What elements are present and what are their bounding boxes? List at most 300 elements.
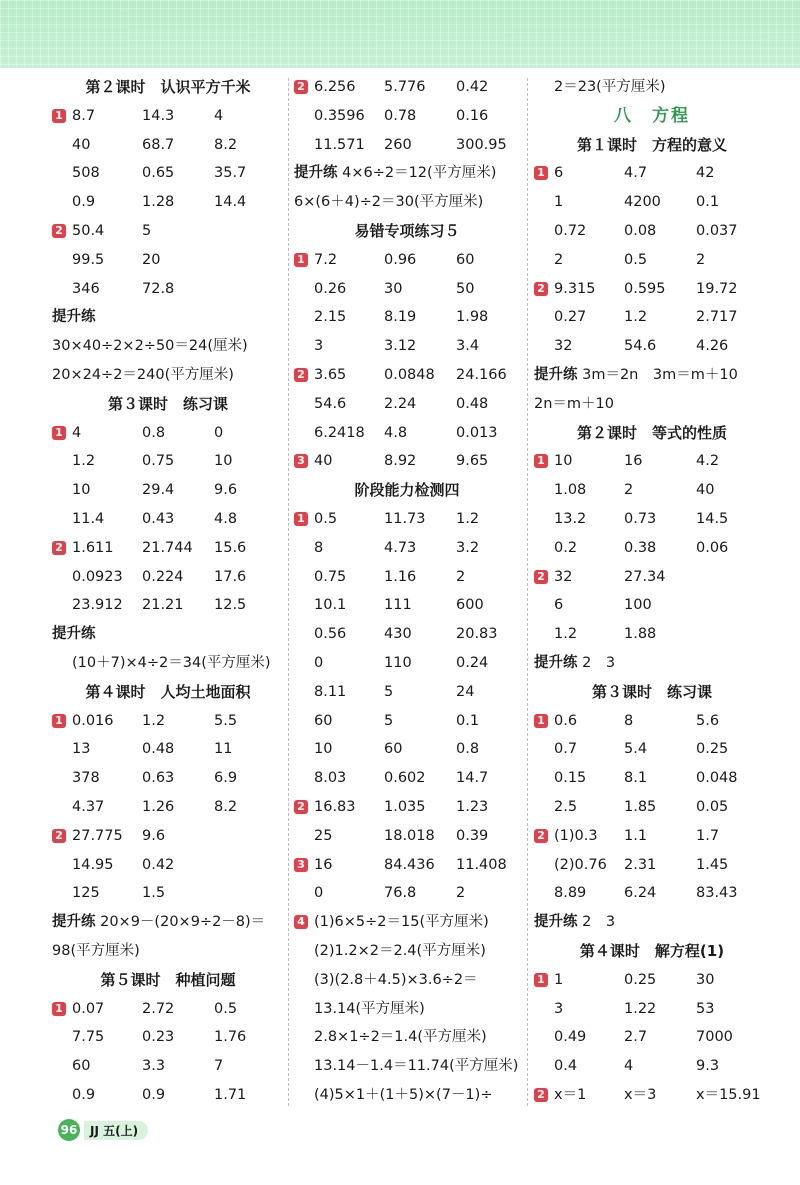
answer-text: 98(平方厘米) (52, 942, 140, 959)
answer-cell: 4.7 (624, 165, 648, 182)
answer-cell: 1.88 (624, 626, 657, 643)
answer-cell: 60 (384, 741, 403, 758)
answer-cell: 0.56 (314, 626, 347, 643)
answer-cell: 8.89 (554, 885, 587, 902)
answer-cell: 0.42 (456, 79, 489, 95)
answer-cell: 300.95 (456, 136, 507, 153)
answer-cell: 1.28 (142, 194, 175, 211)
answer-cell: 3.4 (456, 338, 480, 355)
answer-text: 30×40÷2×2÷50＝24(厘米) (52, 338, 248, 355)
answer-cell: 20.83 (456, 626, 498, 643)
practice-label: 提升练 (52, 626, 96, 643)
answer-row (52, 534, 284, 563)
answer-text: (2)1.2×2＝2.4(平方厘米) (314, 942, 486, 959)
answer-cell: 2.717 (696, 309, 738, 326)
answer-text: 2n＝m＋10 (534, 395, 614, 412)
answer-cell: x＝1 (554, 1086, 587, 1103)
answer-row (294, 735, 520, 764)
answer-cell: 60 (314, 712, 333, 729)
question-number-badge: 2 (534, 570, 548, 584)
answer-cell: 0.0923 (72, 568, 123, 585)
answer-cell: 430 (384, 626, 412, 643)
answer-cell: 1.26 (142, 798, 175, 815)
answer-cell: 508 (72, 165, 100, 182)
answer-text: (10＋7)×4÷2＝34(平方厘米) (72, 654, 271, 671)
edition-label: JJ 五(上) (84, 1121, 148, 1140)
answer-row (52, 707, 284, 736)
answer-cell: 0.08 (624, 222, 657, 239)
answer-cell: 346 (72, 280, 100, 297)
answer-cell: 8.2 (214, 798, 238, 815)
answer-row (294, 275, 520, 304)
answer-cell: 29.4 (142, 482, 175, 499)
answer-row (294, 764, 520, 793)
answer-cell: 21.744 (142, 539, 193, 556)
answer-cell: 15.6 (214, 539, 247, 556)
question-number-badge: 2 (52, 541, 66, 555)
lesson-title: 第３课时 练习课 (107, 394, 228, 413)
practice-answer (534, 908, 770, 937)
answer-row (52, 246, 284, 275)
answer-text: 4×6÷2＝12(平方厘米) (337, 165, 497, 182)
answer-row (294, 620, 520, 649)
answer-text: (1)6×5÷2＝15(平方厘米) (314, 914, 489, 931)
answer-cell: (2)0.76 (554, 856, 607, 873)
answer-cell: 0 (314, 885, 324, 902)
answer-cell: 0.9 (142, 1086, 166, 1103)
lesson-title: 阶段能力检测四 (354, 481, 460, 500)
answer-cell: 0.1 (456, 712, 480, 729)
answer-cell: 76.8 (384, 885, 417, 902)
answer-cell: 30 (696, 971, 715, 988)
answer-row (294, 419, 520, 448)
answer-cell: 5 (384, 683, 394, 700)
question-number-badge: 1 (52, 426, 66, 440)
question-number-badge: 2 (52, 224, 66, 238)
answer-cell: 2 (696, 251, 706, 268)
answer-row (52, 188, 284, 217)
answer-row (534, 476, 770, 505)
answer-row (534, 534, 770, 563)
answer-cell: 7 (214, 1058, 224, 1075)
answer-cell: 72.8 (142, 280, 175, 297)
answer-cell: 1.76 (214, 1029, 247, 1046)
answer-row (52, 1023, 284, 1052)
answer-cell: 21.21 (142, 597, 184, 614)
question-number-badge: 1 (534, 166, 548, 180)
answer-row (534, 332, 770, 361)
answer-row (52, 591, 284, 620)
answer-cell: 3.65 (314, 366, 347, 383)
answer-cell: 1.08 (554, 482, 587, 499)
answer-text: 2.8×1÷2＝1.4(平方厘米) (314, 1029, 487, 1046)
answer-row (294, 678, 520, 707)
answer-cell: 24 (456, 683, 475, 700)
answer-cell: 6.256 (314, 79, 356, 95)
question-number-badge: 1 (534, 454, 548, 468)
answer-cell: 0.5 (214, 1000, 238, 1017)
answer-cell: 14.3 (142, 107, 175, 124)
answer-cell: 40 (696, 482, 715, 499)
answer-row (534, 620, 770, 649)
answer-cell: 0.06 (696, 539, 729, 556)
question-number-badge: 1 (534, 714, 548, 728)
answer-cell: 8.2 (214, 136, 238, 153)
answer-row (534, 735, 770, 764)
answer-row (534, 822, 770, 851)
answer-cell: 10.1 (314, 597, 347, 614)
answer-cell: 0.9 (72, 194, 96, 211)
answer-cell: (1)0.3 (554, 827, 598, 844)
answer-row (534, 505, 770, 534)
answer-cell: 68.7 (142, 136, 175, 153)
answer-cell: 60 (456, 251, 475, 268)
answer-row (534, 966, 770, 995)
question-number-badge: 1 (294, 512, 308, 526)
practice-answer (52, 908, 284, 937)
answer-cell: 1.23 (456, 798, 489, 815)
answer-cell: 110 (384, 654, 412, 671)
answer-cell: 4 (72, 424, 82, 441)
answer-text: (3)(2.8＋4.5)×3.6÷2＝ (314, 971, 478, 988)
question-number-badge: 1 (52, 1002, 66, 1016)
answer-cell: 378 (72, 770, 100, 787)
answer-cell: 40 (72, 136, 91, 153)
answer-cell: 8.1 (624, 770, 648, 787)
answer-row (534, 217, 770, 246)
answer-cell: 14.7 (456, 770, 489, 787)
answer-row (294, 102, 520, 131)
answer-row (534, 707, 770, 736)
answer-cell: 0.48 (456, 395, 489, 412)
answer-text: 13.14(平方厘米) (314, 1000, 425, 1017)
answer-row (294, 505, 520, 534)
answer-cell: 6 (554, 165, 564, 182)
question-number-badge: 2 (534, 282, 548, 296)
answer-cell: 3.12 (384, 338, 417, 355)
answer-cell: 0.4 (554, 1058, 578, 1075)
answer-cell: 10 (314, 741, 333, 758)
answer-row (52, 102, 284, 131)
answer-text: 2＝23(平方厘米) (554, 79, 666, 95)
answer-cell: 0.25 (624, 971, 657, 988)
answer-cell: 5.4 (624, 741, 648, 758)
answer-cell: 54.6 (314, 395, 347, 412)
answer-cell: 4.8 (384, 424, 408, 441)
top-decorative-band (0, 0, 800, 68)
answer-cell: 5 (142, 222, 152, 239)
question-number-badge: 1 (52, 109, 66, 123)
answer-cell: 4.8 (214, 510, 238, 527)
answer-row (294, 246, 520, 275)
answer-cell: 50.4 (72, 222, 105, 239)
answer-cell: 14.4 (214, 194, 247, 211)
answer-cell: 0.2 (554, 539, 578, 556)
answer-cell: 8.03 (314, 770, 347, 787)
answer-cell: 260 (384, 136, 412, 153)
answer-cell: 3.3 (142, 1058, 166, 1075)
answer-cell: 0.78 (384, 107, 417, 124)
answer-row (294, 73, 520, 102)
answer-cell: 0.16 (456, 107, 489, 124)
answer-text: 13.14－1.4＝11.74(平方厘米) (314, 1058, 519, 1075)
answer-cell: 0.38 (624, 539, 657, 556)
answer-row (534, 793, 770, 822)
answer-row (294, 332, 520, 361)
answer-row (534, 1023, 770, 1052)
answer-row (534, 246, 770, 275)
answer-row (534, 303, 770, 332)
answer-cell: 50 (456, 280, 475, 297)
answer-cell: 24.166 (456, 366, 507, 383)
answer-cell: 6.9 (214, 770, 238, 787)
answer-cell: 83.43 (696, 885, 738, 902)
answer-cell: 0.26 (314, 280, 347, 297)
answer-cell: 6.24 (624, 885, 657, 902)
answer-cell: 2.72 (142, 1000, 175, 1017)
answer-cell: 1 (554, 971, 564, 988)
answer-cell: 1.2 (142, 712, 166, 729)
answer-cell: 5.776 (384, 79, 426, 95)
practice-label: 提升练 (52, 309, 96, 326)
answer-cell: 2.24 (384, 395, 417, 412)
answer-cell: 23.912 (72, 597, 123, 614)
question-number-badge: 1 (294, 253, 308, 267)
answer-cell: 1.2 (456, 510, 480, 527)
answer-text: 20×24÷2＝240(平方厘米) (52, 366, 234, 383)
answer-cell: 0.27 (554, 309, 587, 326)
question-number-badge: 2 (294, 800, 308, 814)
lesson-title: 易错专项练习５ (354, 221, 460, 240)
answer-cell: 2 (624, 482, 634, 499)
answer-cell: 2 (554, 251, 564, 268)
answer-cell: 10 (214, 453, 233, 470)
answer-cell: 14.95 (72, 856, 114, 873)
practice-answer (534, 361, 770, 390)
practice-answer (534, 649, 770, 678)
answer-cell: 2.15 (314, 309, 347, 326)
answer-cell: 0.0848 (384, 366, 435, 383)
answer-row (534, 851, 770, 880)
answer-cell: 7000 (696, 1029, 733, 1046)
answer-cell: 19.72 (696, 280, 738, 297)
answer-cell: 0.72 (554, 222, 587, 239)
answer-cell: 0.013 (456, 424, 498, 441)
answer-row (534, 1052, 770, 1081)
answer-row (294, 591, 520, 620)
answer-row (52, 995, 284, 1024)
answer-cell: 0.23 (142, 1029, 175, 1046)
column-divider (288, 78, 289, 1106)
answer-cell: 4.73 (384, 539, 417, 556)
answer-row (294, 793, 520, 822)
answer-cell: 0.048 (696, 770, 738, 787)
answer-cell: 40 (314, 453, 333, 470)
answer-cell: 0.49 (554, 1029, 587, 1046)
answer-row (534, 159, 770, 188)
practice-answer (294, 159, 520, 188)
column-divider (527, 78, 528, 1106)
answer-cell: 5.5 (214, 712, 238, 729)
answer-cell: 0.24 (456, 654, 489, 671)
answer-row (52, 505, 284, 534)
answer-cell: 0.73 (624, 510, 657, 527)
answer-text: 6×(6＋4)÷2＝30(平方厘米) (294, 194, 484, 211)
answer-cell: 100 (624, 597, 652, 614)
answer-cell: x＝3 (624, 1086, 657, 1103)
answer-row (294, 534, 520, 563)
answer-row (534, 764, 770, 793)
answer-row (534, 995, 770, 1024)
answer-cell: 3 (554, 1000, 564, 1017)
lesson-title: 第２课时 认识平方千米 (85, 78, 251, 96)
answer-cell: 8 (624, 712, 634, 729)
answer-text: 20×9－(20×9÷2－8)＝ (95, 914, 266, 931)
practice-label: 提升练 (52, 914, 96, 931)
question-number-badge: 3 (294, 858, 308, 872)
answer-cell: 600 (456, 597, 484, 614)
answer-row (52, 735, 284, 764)
lesson-title: 第２课时 等式的性质 (576, 423, 727, 442)
answer-cell: 9.6 (214, 482, 238, 499)
answer-cell: 1.2 (624, 309, 648, 326)
answer-cell: 9.6 (142, 827, 166, 844)
answer-cell: 13 (72, 741, 91, 758)
answer-cell: 32 (554, 338, 573, 355)
answer-cell: 14.5 (696, 510, 729, 527)
answer-row (294, 707, 520, 736)
question-number-badge: 2 (294, 368, 308, 382)
answer-cell: 0.43 (142, 510, 175, 527)
answer-cell: 2.7 (624, 1029, 648, 1046)
answer-row (294, 131, 520, 160)
answer-cell: 7.2 (314, 251, 338, 268)
answer-cell: 13.2 (554, 510, 587, 527)
answer-row (52, 764, 284, 793)
answer-cell: 32 (554, 568, 573, 585)
answer-cell: 3.2 (456, 539, 480, 556)
answer-cell: 1.611 (72, 539, 114, 556)
answer-cell: 0.7 (554, 741, 578, 758)
answer-row (294, 303, 520, 332)
answer-row (534, 447, 770, 476)
answer-cell: 0.07 (72, 1000, 105, 1017)
answer-row (52, 793, 284, 822)
answer-cell: 11.571 (314, 136, 365, 153)
answer-cell: 4200 (624, 194, 661, 211)
answer-column-2 (294, 73, 520, 1110)
answer-cell: 1.16 (384, 568, 417, 585)
practice-label: 提升练 (534, 914, 578, 931)
answer-cell: 2.31 (624, 856, 657, 873)
answer-cell: 30 (384, 280, 403, 297)
answer-cell: 12.5 (214, 597, 247, 614)
answer-cell: 1.85 (624, 798, 657, 815)
answer-text: 2 3 (577, 914, 616, 931)
answer-row (294, 649, 520, 678)
answer-cell: 0.5 (624, 251, 648, 268)
answer-row (52, 879, 284, 908)
answer-row (52, 131, 284, 160)
answer-cell: 0.595 (624, 280, 666, 297)
answer-cell: 0.75 (142, 453, 175, 470)
answer-cell: 16.83 (314, 798, 356, 815)
answer-cell: 60 (72, 1058, 91, 1075)
answer-cell: 1.5 (142, 885, 166, 902)
question-number-badge: 2 (294, 80, 308, 94)
answer-column-3 (534, 73, 770, 1110)
answer-cell: 11.4 (72, 510, 105, 527)
answer-cell: 2 (456, 885, 466, 902)
answer-row (52, 419, 284, 448)
answer-row (52, 476, 284, 505)
answer-cell: 9.65 (456, 453, 489, 470)
practice-label: 提升练 (534, 654, 578, 671)
answer-cell: 1.71 (214, 1086, 247, 1103)
answer-cell: 27.34 (624, 568, 666, 585)
answer-row (52, 851, 284, 880)
answer-cell: 8.7 (72, 107, 96, 124)
answer-cell: 1.2 (554, 626, 578, 643)
lesson-title: 第５课时 种植问题 (100, 970, 236, 989)
answer-cell: 7.75 (72, 1029, 105, 1046)
answer-cell: 11.73 (384, 510, 426, 527)
answer-cell: 10 (554, 453, 573, 470)
question-number-badge: 1 (52, 714, 66, 728)
answer-cell: 16 (624, 453, 643, 470)
answer-cell: 4 (214, 107, 224, 124)
answer-cell: 6 (554, 597, 564, 614)
answer-row (534, 563, 770, 592)
answer-cell: 4.2 (696, 453, 720, 470)
answer-cell: 8.19 (384, 309, 417, 326)
answer-row (534, 275, 770, 304)
page-footer (58, 1120, 148, 1140)
answer-row (52, 1052, 284, 1081)
answer-cell: 5 (384, 712, 394, 729)
answer-text: 3m＝2n 3m＝m＋10 (577, 366, 738, 383)
answer-cell: 17.6 (214, 568, 247, 585)
answer-cell: 125 (72, 885, 100, 902)
answer-row (52, 275, 284, 304)
answer-cell: 0.6 (554, 712, 578, 729)
answer-cell: 11.408 (456, 856, 507, 873)
answer-cell: 99.5 (72, 251, 105, 268)
answer-cell: 25 (314, 827, 333, 844)
practice-label: 提升练 (534, 366, 578, 383)
answer-cell: 1.98 (456, 309, 489, 326)
answer-cell: 27.775 (72, 827, 123, 844)
answer-cell: 54.6 (624, 338, 657, 355)
answer-row (534, 879, 770, 908)
answer-cell: 0.25 (696, 741, 729, 758)
answer-row (294, 879, 520, 908)
answer-cell: 0.8 (456, 741, 480, 758)
answer-cell: 0.39 (456, 827, 489, 844)
question-number-badge: 2 (534, 1088, 548, 1102)
answer-cell: 0.016 (72, 712, 114, 729)
answer-row (294, 563, 520, 592)
answer-row (534, 591, 770, 620)
answer-cell: 1.45 (696, 856, 729, 873)
lesson-title: 第４课时 人均土地面积 (85, 682, 251, 701)
answer-column-1 (52, 73, 284, 1110)
answer-cell: 0 (314, 654, 324, 671)
answer-cell: 1.22 (624, 1000, 657, 1017)
chapter-title: 八 方程 (614, 105, 690, 126)
answer-cell: 0.3596 (314, 107, 365, 124)
answer-cell: 0.224 (142, 568, 184, 585)
